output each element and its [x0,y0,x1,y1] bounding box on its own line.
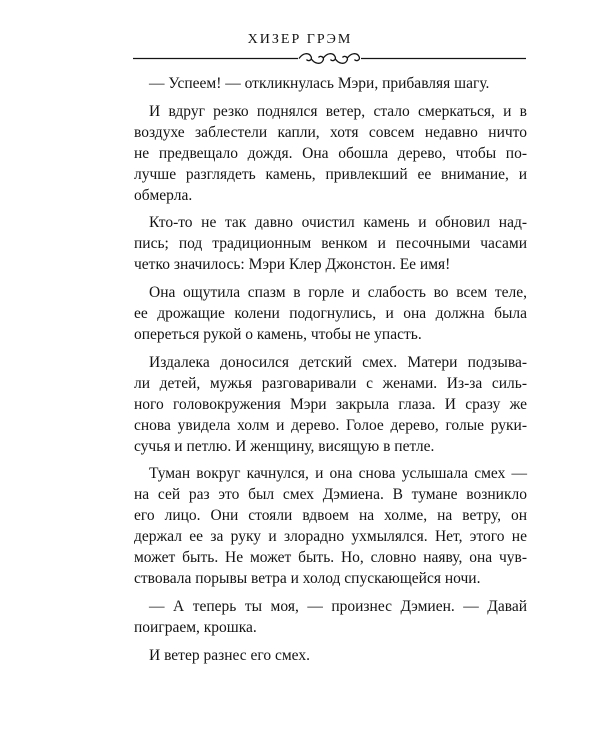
text-line: — Успеем! — откликнулась Мэри, прибавляя шагу. [149,75,490,92]
paragraph [134,283,527,346]
running-head-author: ХИЗЕР ГРЭМ [247,32,353,47]
text-line: воздухе заблестели капли, хотя совсем недавно ничто [134,123,527,141]
text-line: лучше разглядеть камень, привлекший ее внимание, и [134,165,527,183]
text-line: Она ощутила спазм в горле и слабость во всем теле, [149,284,527,302]
paragraph [134,464,527,589]
paragraph [134,213,527,276]
paragraph [134,74,527,95]
text-line: — А теперь ты моя, — произнес Дэмиен. — Давай [149,597,527,615]
text-line: И ветер разнес его смех. [149,646,310,664]
text-line: снова увидела холм и дерево. Голое дерево, голые руки- [134,416,527,434]
text-line: четко значилось: Мэри Клер Джонстон. Ее имя! [134,256,451,274]
text-line: обмерла. [134,186,193,204]
text-line: Туман вокруг качнулся, и она снова услышала смех — [149,465,527,483]
text-line: опереться рукой о камень, чтобы не упасть. [134,325,422,343]
paragraph [134,597,527,639]
text-line: ее дрожащие колени подогнулись, и она должна была [134,305,527,323]
text-line: на сей раз это был смех Дэмиена. В тумане возникло [134,486,527,504]
text-line: может быть. Не может быть. Но, словно наяву, она чув- [134,549,527,567]
text-line: пись; под традиционным венком и песочными часами [134,235,527,253]
body-text [134,74,527,674]
text-line: его лицо. Они стояли вдвоем на холме, на ветру, он [134,507,527,525]
text-line: ного головокружения Мэри закрыла глаза. И сразу же [134,395,527,413]
text-line: Издалека доносился детский смех. Матери подзыва- [149,353,527,371]
paragraph [134,646,527,667]
paragraph [134,353,527,458]
text-line: не предвещало дождя. Она обошла дерево, чтобы по- [134,144,527,162]
paragraph [134,102,527,207]
text-line: поиграем, крошка. [134,618,257,636]
text-line: И вдруг резко поднялся ветер, стало смеркаться, и в [149,102,527,120]
decorative-rule-ornament [133,52,526,66]
text-line: сучья и петлю. И женщину, висящую в петле. [134,437,435,455]
text-line: Кто-то не так давно очистил камень и обновил над- [149,214,527,232]
text-line: держал ее за руку и злорадно ухмылялся. Нет, этого не [134,528,527,546]
text-line: ствовала порывы ветра и холод спускающейся ночи. [134,569,481,587]
text-line: ли детей, мужья разговаривали с женами. Из-за силь- [134,374,527,392]
